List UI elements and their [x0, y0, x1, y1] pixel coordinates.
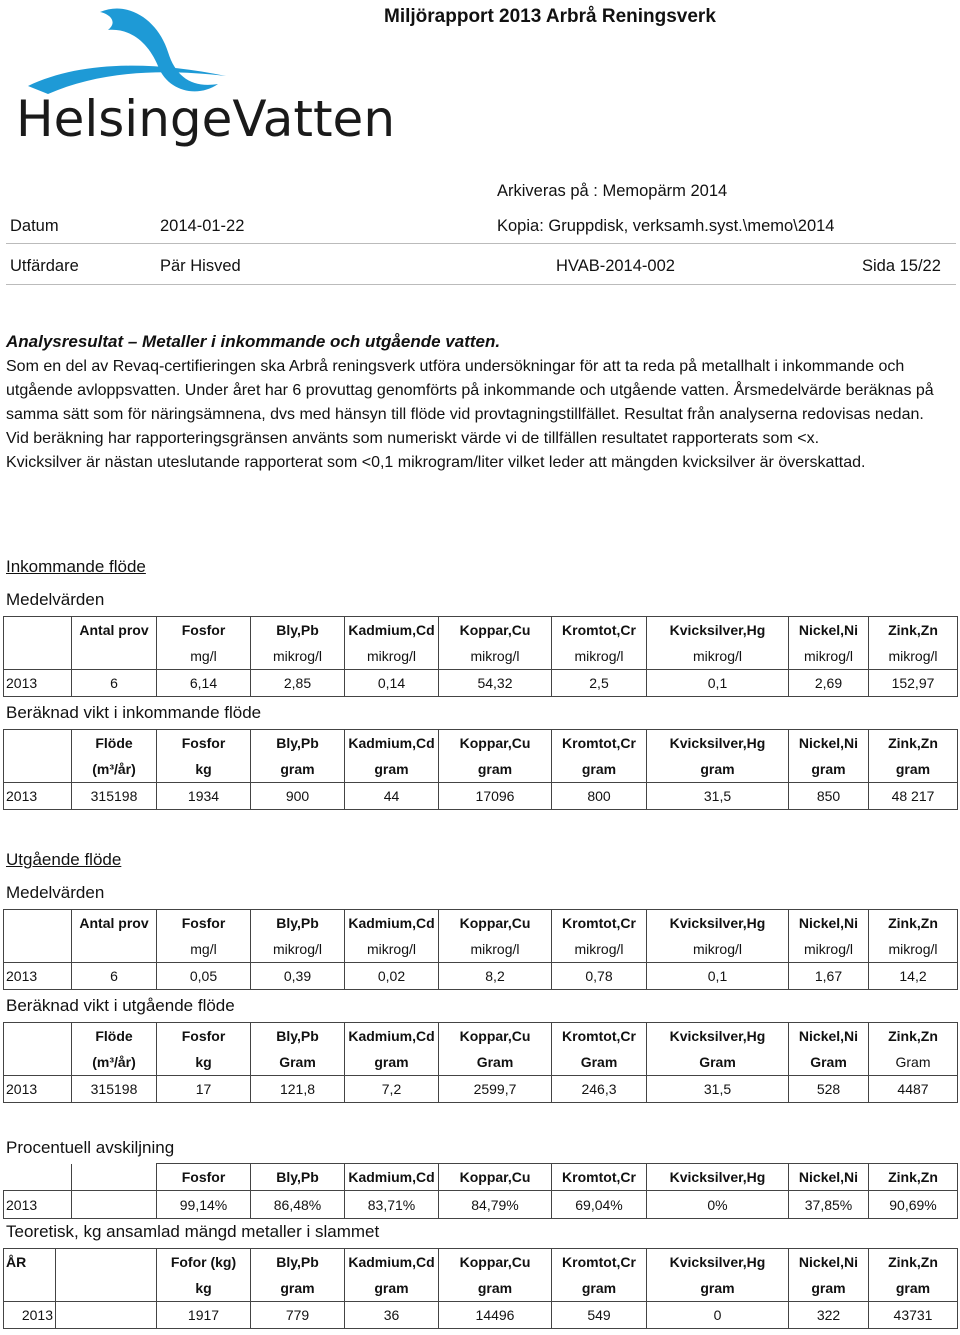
- unit-cell: gram: [789, 1275, 869, 1302]
- intro-paragraph: Kvicksilver är nästan uteslutande rapporterat som <0,1 mikrogram/liter vilket leder att mängden kvicksilver är överskattad.: [6, 454, 866, 471]
- outgoing-mean-title: Medelvärden: [6, 883, 105, 902]
- value-cell: 14,2: [869, 963, 958, 990]
- value-cell: 2,69: [789, 670, 869, 697]
- unit-cell: gram: [345, 756, 439, 783]
- helsingevatten-logo: [8, 2, 396, 152]
- header-cell: Fofor (kg): [157, 1249, 251, 1276]
- value-cell: 6: [72, 963, 157, 990]
- header-cell: Kromtot,Cr: [552, 910, 647, 937]
- issuer-label: Utfärdare: [10, 257, 79, 275]
- unit-cell: mikrog/l: [869, 936, 958, 963]
- unit-cell: (m³/år): [72, 1049, 157, 1076]
- header-cell: Kvicksilver,Hg: [647, 910, 789, 937]
- year-cell: 2013: [4, 1191, 72, 1219]
- unit-cell: gram: [439, 1275, 552, 1302]
- header-cell: Bly,Pb: [251, 1023, 345, 1050]
- unit-cell: gram: [552, 756, 647, 783]
- unit-cell: mikrog/l: [647, 936, 789, 963]
- unit-cell: mikrog/l: [789, 936, 869, 963]
- separation-title: Procentuell avskiljning: [6, 1138, 175, 1157]
- header-cell: Zink,Zn: [869, 617, 958, 644]
- value-cell: 315198: [72, 783, 157, 810]
- unit-cell: mikrog/l: [251, 936, 345, 963]
- issuer-value: Pär Hisved: [160, 257, 241, 275]
- outgoing-weight-table: [3, 1022, 958, 1103]
- value-cell: 152,97: [869, 670, 958, 697]
- header-cell: Koppar,Cu: [439, 1023, 552, 1050]
- header-cell: Kvicksilver,Hg: [647, 617, 789, 644]
- unit-cell: gram: [439, 756, 552, 783]
- unit-cell: kg: [157, 1275, 251, 1302]
- value-cell: 2599,7: [439, 1076, 552, 1103]
- unit-cell: mg/l: [157, 936, 251, 963]
- unit-cell: [56, 1275, 157, 1302]
- header-cell: Flöde: [72, 1023, 157, 1050]
- sludge-table: [3, 1248, 958, 1329]
- header-cell: Bly,Pb: [251, 1249, 345, 1276]
- value-cell: 14496: [439, 1302, 552, 1329]
- date-value: 2014-01-22: [160, 217, 245, 235]
- unit-cell: (m³/år): [72, 756, 157, 783]
- unit-cell: Gram: [647, 1049, 789, 1076]
- header-cell: Nickel,Ni: [789, 1249, 869, 1276]
- value-cell: 1934: [157, 783, 251, 810]
- unit-cell: mikrog/l: [439, 643, 552, 670]
- page-number: Sida 15/22: [862, 257, 941, 275]
- header-cell: Zink,Zn: [869, 1023, 958, 1050]
- header-cell: Fosfor: [157, 730, 251, 757]
- year-cell: 2013: [4, 670, 72, 697]
- header-cell: [4, 730, 72, 757]
- header-cell: Kvicksilver,Hg: [647, 1249, 789, 1276]
- unit-cell: mikrog/l: [647, 643, 789, 670]
- year-cell: 2013: [4, 783, 72, 810]
- unit-cell: Gram: [789, 1049, 869, 1076]
- value-cell: 850: [789, 783, 869, 810]
- value-cell: 800: [552, 783, 647, 810]
- unit-cell: mikrog/l: [789, 643, 869, 670]
- value-cell: 0,1: [647, 963, 789, 990]
- value-cell: 0,78: [552, 963, 647, 990]
- value-cell: 36: [345, 1302, 439, 1329]
- table-units-row: [4, 1275, 958, 1302]
- table-units-row: [4, 1049, 958, 1076]
- value-cell: 48 217: [869, 783, 958, 810]
- header-divider-bottom: [6, 284, 956, 285]
- header-cell: Zink,Zn: [869, 1249, 958, 1276]
- table-row: [4, 783, 958, 810]
- copy-info: Kopia: Gruppdisk, verksamh.syst.\memo\2014: [497, 217, 835, 235]
- header-cell: Nickel,Ni: [789, 1164, 869, 1191]
- unit-cell: [72, 936, 157, 963]
- unit-cell: gram: [251, 756, 345, 783]
- unit-cell: kg: [157, 1049, 251, 1076]
- value-cell: 246,3: [552, 1076, 647, 1103]
- value-cell: 17: [157, 1076, 251, 1103]
- value-cell: 83,71%: [345, 1191, 439, 1219]
- unit-cell: [4, 936, 72, 963]
- table-row: [4, 670, 958, 697]
- header-cell: Flöde: [72, 730, 157, 757]
- value-cell: 6: [72, 670, 157, 697]
- table-row: [4, 1302, 958, 1329]
- header-cell: ÅR: [4, 1249, 56, 1276]
- intro-paragraph: Som en del av Revaq-certifieringen ska Arbrå reningsverk utföra undersökningar för att ta reda på metallhalt i inkommande och utgående avloppsvatten. Under året har 6 provuttag genomförts på inkommande och utgående vatten. Årsmedelvärde beräknas på samma sätt som för näringsämnena, dvs med hänsyn till flöde vid provtagningstillfället. Resultat från analyserna redovisas nedan.: [6, 358, 934, 423]
- table-units-row: [4, 936, 958, 963]
- value-cell: 549: [552, 1302, 647, 1329]
- year-cell: 2013: [4, 1302, 56, 1329]
- value-cell: 84,79%: [439, 1191, 552, 1219]
- header-cell: Fosfor: [157, 910, 251, 937]
- header-cell: Koppar,Cu: [439, 730, 552, 757]
- header-cell: [72, 1164, 157, 1191]
- value-cell: 6,14: [157, 670, 251, 697]
- outgoing-mean-table: [3, 909, 958, 990]
- unit-cell: Gram: [552, 1049, 647, 1076]
- header-cell: Bly,Pb: [251, 1164, 345, 1191]
- header-cell: Kadmium,Cd: [345, 617, 439, 644]
- header-cell: [4, 910, 72, 937]
- header-cell: Kadmium,Cd: [345, 910, 439, 937]
- unit-cell: Gram: [251, 1049, 345, 1076]
- value-cell: 4487: [869, 1076, 958, 1103]
- table-units-row: [4, 756, 958, 783]
- header-cell: Kadmium,Cd: [345, 1164, 439, 1191]
- header-cell: Kvicksilver,Hg: [647, 1023, 789, 1050]
- header-cell: Kadmium,Cd: [345, 1023, 439, 1050]
- value-cell: [56, 1302, 157, 1329]
- header-cell: Fosfor: [157, 617, 251, 644]
- value-cell: 121,8: [251, 1076, 345, 1103]
- value-cell: 37,85%: [789, 1191, 869, 1219]
- section-heading: Analysresultat – Metaller i inkommande och utgående vatten.: [6, 332, 501, 351]
- incoming-weight-table: [3, 729, 958, 810]
- value-cell: 0,14: [345, 670, 439, 697]
- value-cell: 0: [647, 1302, 789, 1329]
- value-cell: 90,69%: [869, 1191, 958, 1219]
- header-cell: [4, 617, 72, 644]
- header-cell: Kromtot,Cr: [552, 1023, 647, 1050]
- table-units-row: [4, 643, 958, 670]
- unit-cell: gram: [789, 756, 869, 783]
- logo-wave-icon: [100, 8, 218, 91]
- value-cell: 69,04%: [552, 1191, 647, 1219]
- header-cell: Zink,Zn: [869, 1164, 958, 1191]
- value-cell: 528: [789, 1076, 869, 1103]
- value-cell: 31,5: [647, 783, 789, 810]
- header-cell: Zink,Zn: [869, 730, 958, 757]
- unit-cell: gram: [345, 1275, 439, 1302]
- value-cell: 7,2: [345, 1076, 439, 1103]
- header-cell: Kadmium,Cd: [345, 730, 439, 757]
- value-cell: 99,14%: [157, 1191, 251, 1219]
- header-cell: Bly,Pb: [251, 730, 345, 757]
- unit-cell: mikrog/l: [552, 936, 647, 963]
- table-row: [4, 1191, 958, 1219]
- year-cell: 2013: [4, 1076, 72, 1103]
- value-cell: 86,48%: [251, 1191, 345, 1219]
- value-cell: 315198: [72, 1076, 157, 1103]
- unit-cell: mikrog/l: [345, 936, 439, 963]
- value-cell: 2,5: [552, 670, 647, 697]
- document-title: Miljörapport 2013 Arbrå Reningsverk: [384, 6, 716, 27]
- unit-cell: mikrog/l: [345, 643, 439, 670]
- value-cell: 2,85: [251, 670, 345, 697]
- incoming-mean-title: Medelvärden: [6, 590, 105, 609]
- header-cell: Koppar,Cu: [439, 910, 552, 937]
- value-cell: 17096: [439, 783, 552, 810]
- archive-info: Arkiveras på : Memopärm 2014: [497, 182, 728, 200]
- value-cell: 322: [789, 1302, 869, 1329]
- header-cell: Kvicksilver,Hg: [647, 1164, 789, 1191]
- unit-cell: mikrog/l: [439, 936, 552, 963]
- header-cell: Bly,Pb: [251, 910, 345, 937]
- unit-cell: [4, 1049, 72, 1076]
- value-cell: 1,67: [789, 963, 869, 990]
- table-header-row: [4, 617, 958, 644]
- header-cell: Koppar,Cu: [439, 617, 552, 644]
- value-cell: 0,05: [157, 963, 251, 990]
- header-cell: Koppar,Cu: [439, 1249, 552, 1276]
- header-cell: Fosfor: [157, 1023, 251, 1050]
- incoming-weight-title: Beräknad vikt i inkommande flöde: [6, 703, 262, 722]
- header-cell: [4, 1023, 72, 1050]
- header-cell: Kvicksilver,Hg: [647, 730, 789, 757]
- unit-cell: gram: [345, 1049, 439, 1076]
- unit-cell: gram: [552, 1275, 647, 1302]
- header-cell: Fosfor: [157, 1164, 251, 1191]
- unit-cell: [4, 756, 72, 783]
- value-cell: 779: [251, 1302, 345, 1329]
- value-cell: 43731: [869, 1302, 958, 1329]
- value-cell: 1917: [157, 1302, 251, 1329]
- unit-cell: gram: [647, 756, 789, 783]
- value-cell: [72, 1191, 157, 1219]
- sludge-title: Teoretisk, kg ansamlad mängd metaller i slammet: [6, 1222, 380, 1241]
- header-cell: Antal prov: [72, 617, 157, 644]
- header-cell: Kadmium,Cd: [345, 1249, 439, 1276]
- header-cell: Nickel,Ni: [789, 617, 869, 644]
- unit-cell: mikrog/l: [869, 643, 958, 670]
- value-cell: 54,32: [439, 670, 552, 697]
- header-cell: Nickel,Ni: [789, 1023, 869, 1050]
- intro-paragraph: Vid beräkning har rapporteringsgränsen använts som numeriskt värde vi de tillfällen resultatet rapporterats som <x.: [6, 430, 820, 447]
- value-cell: 900: [251, 783, 345, 810]
- value-cell: 0,39: [251, 963, 345, 990]
- unit-cell: kg: [157, 756, 251, 783]
- unit-cell: Gram: [439, 1049, 552, 1076]
- table-header-row: [4, 910, 958, 937]
- value-cell: 44: [345, 783, 439, 810]
- outgoing-weight-title: Beräknad vikt i utgående flöde: [6, 996, 235, 1015]
- header-cell: [4, 1164, 72, 1191]
- intro-text: [6, 355, 954, 475]
- unit-cell: gram: [869, 1275, 958, 1302]
- year-cell: 2013: [4, 963, 72, 990]
- incoming-flow-title: Inkommande flöde: [6, 557, 146, 576]
- header-cell: Zink,Zn: [869, 910, 958, 937]
- unit-cell: gram: [647, 1275, 789, 1302]
- date-label: Datum: [10, 217, 59, 235]
- unit-cell: mikrog/l: [552, 643, 647, 670]
- value-cell: 0,02: [345, 963, 439, 990]
- unit-cell: gram: [251, 1275, 345, 1302]
- incoming-mean-table: [3, 616, 958, 697]
- separation-table: [3, 1163, 958, 1219]
- value-cell: 31,5: [647, 1076, 789, 1103]
- outgoing-flow-title: Utgående flöde: [6, 850, 122, 869]
- logo-text: HelsingeVatten: [16, 90, 396, 148]
- value-cell: 0%: [647, 1191, 789, 1219]
- unit-cell: mikrog/l: [251, 643, 345, 670]
- header-cell: Kromtot,Cr: [552, 1249, 647, 1276]
- table-header-row: [4, 1249, 958, 1276]
- table-header-row: [4, 730, 958, 757]
- unit-cell: mg/l: [157, 643, 251, 670]
- unit-cell: gram: [869, 756, 958, 783]
- table-row: [4, 963, 958, 990]
- value-cell: 0,1: [647, 670, 789, 697]
- unit-cell: [4, 1275, 56, 1302]
- header-cell: Nickel,Ni: [789, 910, 869, 937]
- table-header-row: [4, 1164, 958, 1191]
- table-row: [4, 1076, 958, 1103]
- unit-cell: [72, 643, 157, 670]
- header-cell: Bly,Pb: [251, 617, 345, 644]
- unit-cell: [4, 643, 72, 670]
- header-cell: Kromtot,Cr: [552, 730, 647, 757]
- header-cell: [56, 1249, 157, 1276]
- header-divider: [6, 243, 956, 244]
- header-cell: Koppar,Cu: [439, 1164, 552, 1191]
- value-cell: 8,2: [439, 963, 552, 990]
- table-header-row: [4, 1023, 958, 1050]
- header-cell: Antal prov: [72, 910, 157, 937]
- header-cell: Nickel,Ni: [789, 730, 869, 757]
- document-reference: HVAB-2014-002: [556, 257, 675, 275]
- header-cell: Kromtot,Cr: [552, 617, 647, 644]
- unit-cell: Gram: [869, 1049, 958, 1076]
- header-cell: Kromtot,Cr: [552, 1164, 647, 1191]
